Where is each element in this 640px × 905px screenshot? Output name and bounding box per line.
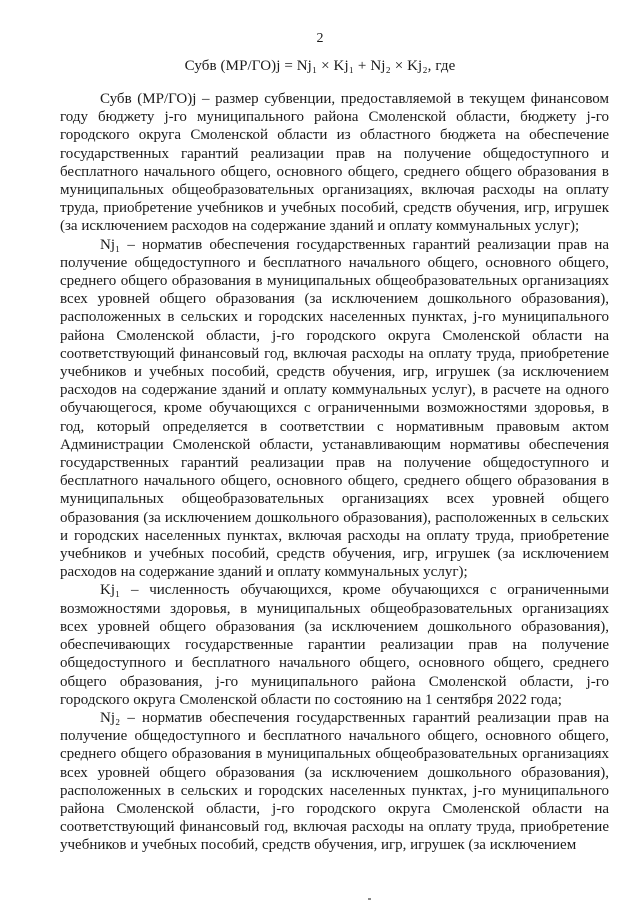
page-number: 2 — [316, 31, 324, 46]
paragraph-subvention-definition: Субв (МР/ГО)j – размер субвенции, предоставляемой в текущем финансовом году бюджету j-го муниципального района Смоленской области, бюджету j-го городского округа Смоленской области из областного бюджета на обеспечение государственных гарантий реализации прав на получение общедоступного и бесплатного начального общего, основного общего, среднего общего образования в муниципальных общеобразовательных организациях, включая расходы на оплату труда, приобретение учебников и учебных пособий, средств обучения, игр, игрушек (за исключением расходов на содержание зданий и оплату коммунальных услуг); — [60, 91, 609, 235]
paragraph-nj1-definition: Nj₁ – норматив обеспечения государственных гарантий реализации прав на получение общедоступного и бесплатного начального общего, основного общего, среднего общего образования в муниципальных общеобразовательных организациях всех уровней общего образования (за исключением дошкольного образования), расположенных в сельских и городских населенных пунктах, j-го муниципального района Смоленской области, j-го городского округа Смоленской области на соответствующий финансовый год, включая расходы на оплату труда, приобретение учебников и учебных пособий, средств обучения, игр, игрушек (за исключением расходов на содержание зданий и оплату коммунальных услуг), в расчете на одного обучающегося, кроме обучающихся с ограниченными возможностями здоровья, в год, который определяется в соответствии с нормативным правовым актом Администрации Смоленской области, устанавливающим нормативы обеспечения государственных гарантий реализации прав на получение общедоступного и бесплатного начального общего, основного общего, среднего общего образования в муниципальных общеобразовательных организациях всех уровней общего образования (за исключением дошкольного образования), расположенных в сельских и городских населенных пунктах, включая расходы на оплату труда, приобретение учебников и учебных пособий, средств обучения, игр, игрушек (за исключением расходов на содержание зданий и оплату коммунальных услуг); — [60, 236, 609, 581]
document-body — [60, 90, 609, 855]
paragraph-nj2-definition: Nj₂ – норматив обеспечения государственных гарантий реализации прав на получение общедоступного и бесплатного начального общего, основного общего, среднего общего образования в муниципальных общеобразовательных организациях всех уровней общего образования (за исключением дошкольного образования), расположенных в сельских и городских населенных пунктах, j-го муниципального района Смоленской области, j-го городского округа Смоленской области на соответствующий финансовый год, включая расходы на оплату труда, приобретение учебников и учебных пособий, средств обучения, игр, игрушек (за исключением — [60, 709, 609, 854]
scan-artifact — [368, 898, 371, 900]
paragraph-kj1-definition: Kj₁ – численность обучающихся, кроме обучающихся с ограниченными возможностями здоровья, в муниципальных общеобразовательных организациях всех уровней общего образования (за исключением дошкольного образования), обеспечивающих государственные гарантии реализации прав на получение общедоступного и бесплатного начального общего, основного общего, среднего общего образования, j-го муниципального района Смоленской области, j-го городского округа Смоленской области по состоянию на 1 сентября 2022 года; — [60, 582, 609, 708]
subvention-formula: Субв (МР/ГО)j = Nj₁ × Kj₁ + Nj₂ × Kj₂, где — [184, 58, 456, 74]
